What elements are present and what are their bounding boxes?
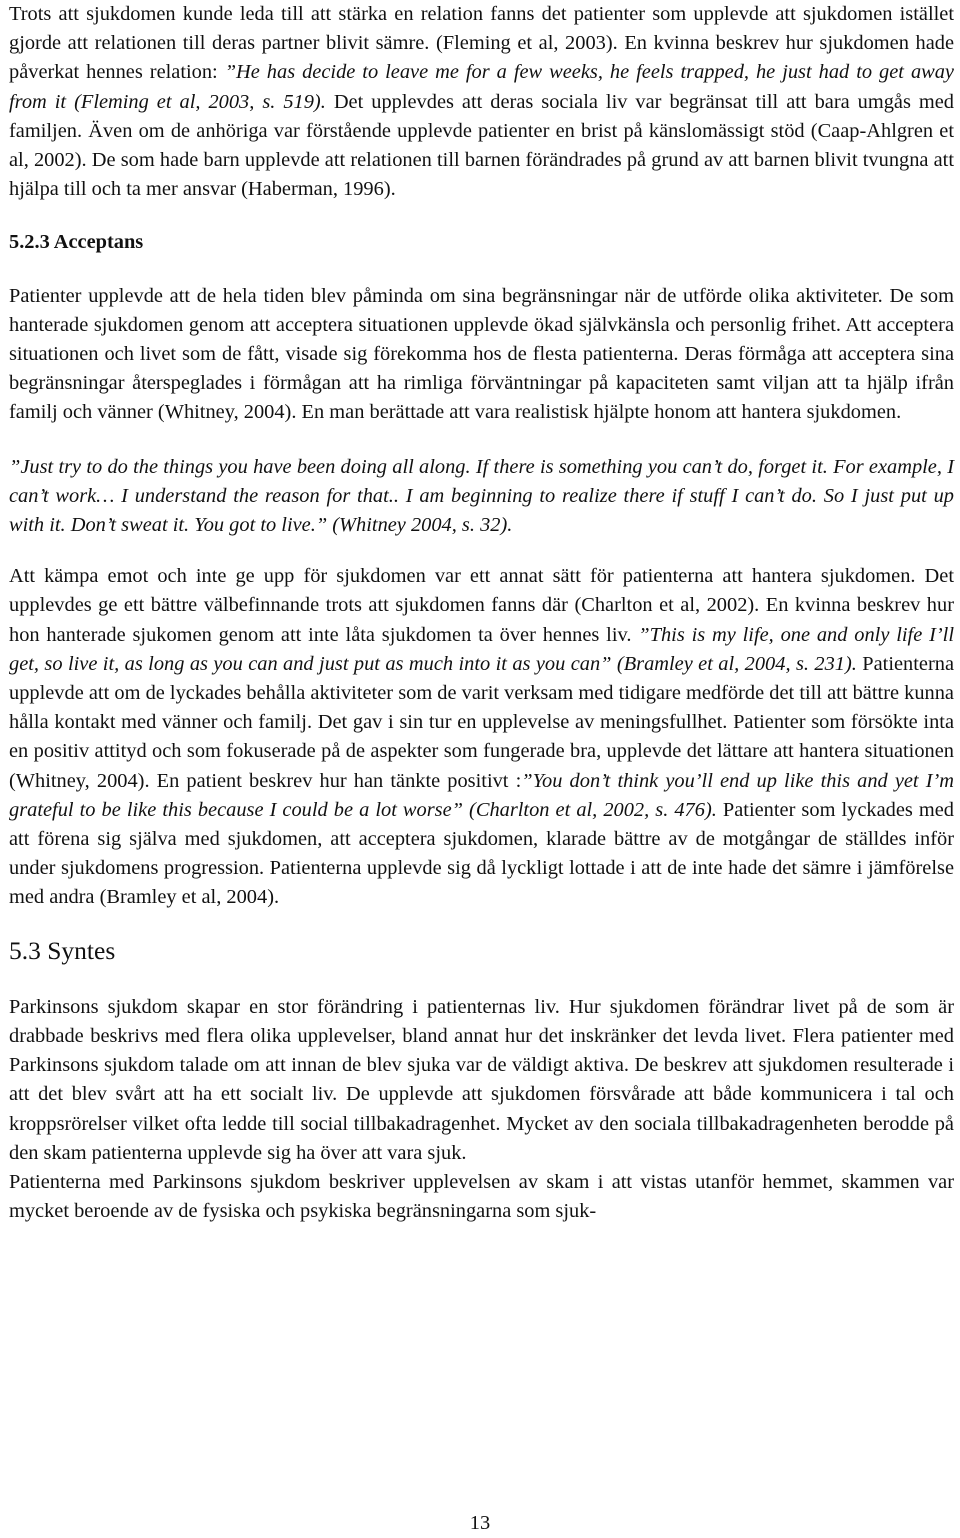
paragraph-text: Patienter som lyckades med att förena sig själva med sjukdomen, att acceptera sjukdomen, klarade bättre av de motgångar de ställdes inför under sjukdomens progression. Patienterna upplevde sig då lyckligt lottade i att de inte hade det sämre i jämförelse med andra (Bramley et al, 2004). <box>9 798 954 909</box>
document-page <box>9 0 954 1226</box>
paragraph-text: Trots att sjukdomen kunde leda till att stärka en relation fanns det patienter som upplevde att sjukdomen istället gjorde att relationen till deras partner blivit sämre. (Fleming et al, 2003). En kvinna beskrev hur sjukdomen hade påverkat hennes relation: <box>9 3 954 84</box>
paragraph-shame: Patienterna med Parkinsons sjukdom beskriver upplevelsen av skam i att vistas utanför hemmet, skammen var mycket beroende av de fysiska och psykiska begränsningarna som sjuk- <box>9 1170 954 1223</box>
inline-quote: ”This is my life, one and only life I’ll get, so live it, as long as you can and just put as much into it as you can” (Bramley et al, 2004, s. 231). <box>9 623 954 675</box>
paragraph-text: Det upplevdes att deras sociala liv var begränsat till att bara umgås med familjen. Även om de anhöriga var förstående upplevde patienter en brist på känslomässigt stöd (Caap-Ahlgren et al, 2002). De som hade barn upplevde att relationen till barnen förändrades på grund av att barnen blivit tvungna att hjälpa till och ta mer ansvar (Haberman, 1996). <box>9 90 954 201</box>
section-heading-syntes: 5.3 Syntes <box>9 935 116 965</box>
block-quote: ”Just try to do the things you have been doing all along. If there is something you can’t do, forget it. For example, I can’t work… I understand the reason for that.. I am beginning to realize there if stuff I can’t do. So I just put up with it. Don’t sweat it. You got to live.” (Whitney 2004, s. 32). <box>9 455 954 537</box>
paragraph-coping <box>9 562 954 912</box>
paragraph-synthesis: Parkinsons sjukdom skapar en stor förändring i patienternas liv. Hur sjukdomen förändrar livet på de som är drabbade beskrivs med flera olika upplevelser, bland annat hur det inskränker det levda livet. Flera patienter med Parkinsons sjukdom talade om att innan de blev sjuka var de väldigt aktiva. De beskrev att sjukdomen resulterade i att det blev svårt att ha ett socialt liv. De upplevde att sjukdomen försvårade att både kommunicera i tal och kroppsrörelser vilket ofta ledde till social tillbakadragenhet. Mycket av den sociala tillbakadragenheten berodde på den skam patienterna upplevde sig ha över att vara sjuk. <box>9 995 954 1164</box>
paragraph-relationship <box>9 0 954 204</box>
paragraph-text: Att kämpa emot och inte ge upp för sjukdomen var ett annat sätt för patienterna att hantera sjukdomen. Det upplevdes ge ett bättre välbefinnande trots att sjukdomen fanns där (Charlton et al, 2002). En kvinna beskrev hur hon hanterade sjukomen genom att inte låta sjukdomen ta över hennes liv. <box>9 565 954 646</box>
section-heading-acceptans: 5.2.3 Acceptans <box>9 231 144 254</box>
inline-quote: ”You don’t think you’ll end up like this and yet I’m grateful to be like this because I could be a lot worse” (Charlton et al, 2002, s. 476). <box>9 769 955 821</box>
paragraph-acceptance: Patienter upplevde att de hela tiden blev påminda om sina begränsningar när de utförde olika aktiviteter. De som hanterade sjukdomen genom att acceptera situationen upplevde ökad självkänsla och personlig frihet. Att acceptera situationen och livet som de fått, visade sig förekomma hos de flesta patienterna. Deras förmåga att acceptera sina begränsningar återspeglades i förmågan att ha rimliga förväntningar på kapaciteten samt viljan att ta hjälp ifrån familj och vänner (Whitney, 2004). En man berättade att vara realistisk hjälpte honom att hantera sjukdomen. <box>9 284 954 424</box>
page-number: 13 <box>469 1512 491 1534</box>
paragraph-text: Patienterna upplevde att om de lyckades behålla aktiviteter som de varit verksam med tidigare medförde det till att bättre kunna hålla kontakt med vänner och familj. Det gav i sin tur en upplevelse av meningsfullhet. Patienter som försökte inta en positiv attityd och som fokuserade på de aspekter som fungerade bra, upplevde det lättare att hantera situationen (Whitney, 2004). En patient beskrev hur han tänkte positivt : <box>9 652 954 792</box>
inline-quote: ”He has decide to leave me for a few weeks, he feels trapped, he just had to get away from it (Fleming et al, 2003, s. 519). <box>9 61 954 113</box>
